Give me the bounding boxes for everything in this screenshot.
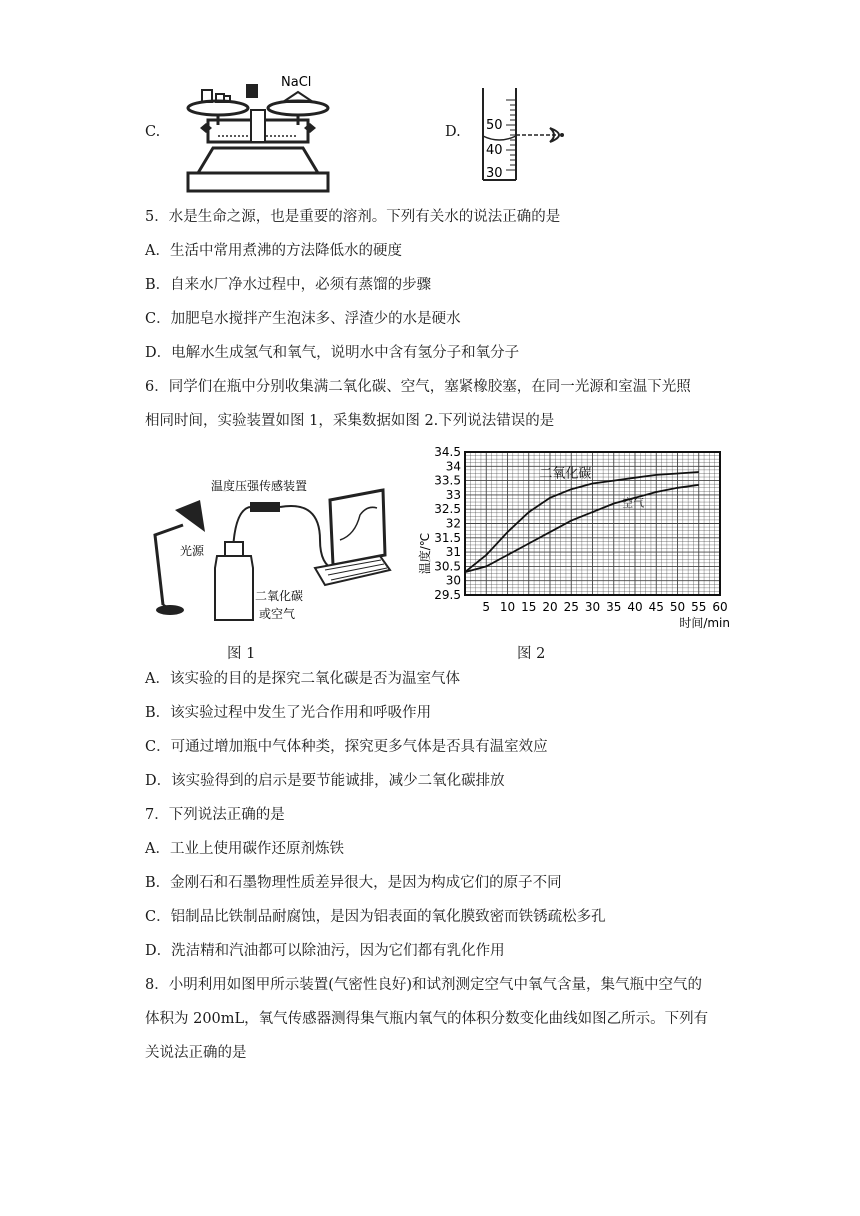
q6-option-c: C．可通过增加瓶中气体种类，探究更多气体是否具有温室效应 xyxy=(145,739,548,755)
series-label-co2: 二氧化碳 xyxy=(539,466,592,482)
q5-option-b: B．自来水厂净水过程中，必须有蒸馏的步骤 xyxy=(145,277,432,293)
sensor-label: 温度压强传感装置 xyxy=(211,479,308,493)
x-tick-label: 55 xyxy=(691,600,707,614)
temperature-chart xyxy=(415,440,745,635)
y-tick-label: 33 xyxy=(445,487,461,502)
y-tick-label: 30.5 xyxy=(434,559,461,574)
y-tick-label: 29.5 xyxy=(434,588,461,602)
light-source-label: 光源 xyxy=(180,544,205,558)
q7-option-b: B．金刚石和石墨物理性质差异很大，是因为构成它们的原子不同 xyxy=(145,875,562,891)
x-tick-label: 5 xyxy=(482,600,491,614)
x-tick-label: 45 xyxy=(648,600,664,614)
option-d-label: D. xyxy=(445,124,461,140)
q6-option-d: D．该实验得到的启示是要节能诚排，减少二氧化碳排放 xyxy=(145,773,505,789)
q7-stem: 7．下列说法正确的是 xyxy=(145,807,285,823)
x-tick-label: 35 xyxy=(606,600,622,614)
x-tick-label: 25 xyxy=(563,600,579,614)
x-tick-label: 15 xyxy=(521,600,537,614)
y-tick-label: 31.5 xyxy=(434,530,461,545)
q5-option-d: D．电解水生成氢气和氧气，说明水中含有氢分子和氧分子 xyxy=(145,345,520,361)
q5-option-c: C．加肥皂水搅拌产生泡沫多、浮渣少的水是硬水 xyxy=(145,311,461,327)
q6-stem-line2: 相同时间，实验装置如图 1，采集数据如图 2.下列说法错误的是 xyxy=(145,413,555,429)
q5-stem: 5．水是生命之源，也是重要的溶剂。下列有关水的说法正确的是 xyxy=(145,209,561,225)
fig1-caption: 图 1 xyxy=(227,646,256,662)
q7-option-d: D．洗洁精和汽油都可以除油污，因为它们都有乳化作用 xyxy=(145,943,505,959)
x-tick-label: 30 xyxy=(584,600,601,614)
series-label-air: 空气 xyxy=(622,496,645,510)
q7-option-c: C．铝制品比铁制品耐腐蚀，是因为铝表面的氧化膜致密而铁锈疏松多孔 xyxy=(145,909,606,925)
q8-line1: 8．小明利用如图甲所示装置(气密性良好)和试剂测定空气中氧气含量，集气瓶中空气的 xyxy=(145,977,703,993)
x-tick-label: 40 xyxy=(627,600,643,614)
q6-option-b: B．该实验过程中发生了光合作用和呼吸作用 xyxy=(145,705,432,721)
graduated-cylinder-figure xyxy=(478,88,578,183)
cylinder-tick-30: 30 xyxy=(486,166,503,181)
y-tick-label: 32.5 xyxy=(434,502,461,517)
q5-option-a: A．生活中常用煮沸的方法降低水的硬度 xyxy=(145,243,402,259)
fig2-caption: 图 2 xyxy=(517,646,546,662)
y-tick-label: 33.5 xyxy=(434,473,461,488)
x-tick-label: 20 xyxy=(542,600,558,614)
y-tick-label: 34 xyxy=(445,459,461,474)
q7-option-a: A．工业上使用碳作还原剂炼铁 xyxy=(145,841,344,857)
q6-stem-line1: 6．同学们在瓶中分别收集满二氧化碳、空气，塞紧橡胶塞，在同一光源和室温下光照 xyxy=(145,379,691,395)
x-axis-label: 时间/min xyxy=(679,616,730,630)
y-tick-label: 30 xyxy=(445,573,461,588)
nacl-label: NaCl xyxy=(281,75,312,90)
cylinder-tick-40: 40 xyxy=(486,143,503,158)
x-tick-label: 60 xyxy=(712,600,728,614)
q6-option-a: A．该实验的目的是探究二氧化碳是否为温室气体 xyxy=(145,671,460,687)
q8-line2: 体积为 200mL，氧气传感器测得集气瓶内氧气的体积分数变化曲线如图乙所示。下列有 xyxy=(145,1011,709,1027)
balance-figure xyxy=(178,70,338,195)
cylinder-tick-50: 50 xyxy=(486,118,503,133)
y-axis-label: 温度/℃ xyxy=(418,532,432,575)
y-tick-label: 34.5 xyxy=(434,445,461,459)
option-c-label: C. xyxy=(145,124,161,140)
experiment-setup-figure xyxy=(145,470,395,635)
bottle-label-line1: 二氧化碳 xyxy=(255,589,304,603)
x-tick-label: 10 xyxy=(499,600,516,614)
bottle-label-line2: 或空气 xyxy=(259,607,296,621)
y-tick-label: 31 xyxy=(445,545,461,560)
x-tick-label: 50 xyxy=(669,600,686,614)
y-tick-label: 32 xyxy=(445,516,461,531)
q8-line3: 关说法正确的是 xyxy=(145,1045,247,1061)
